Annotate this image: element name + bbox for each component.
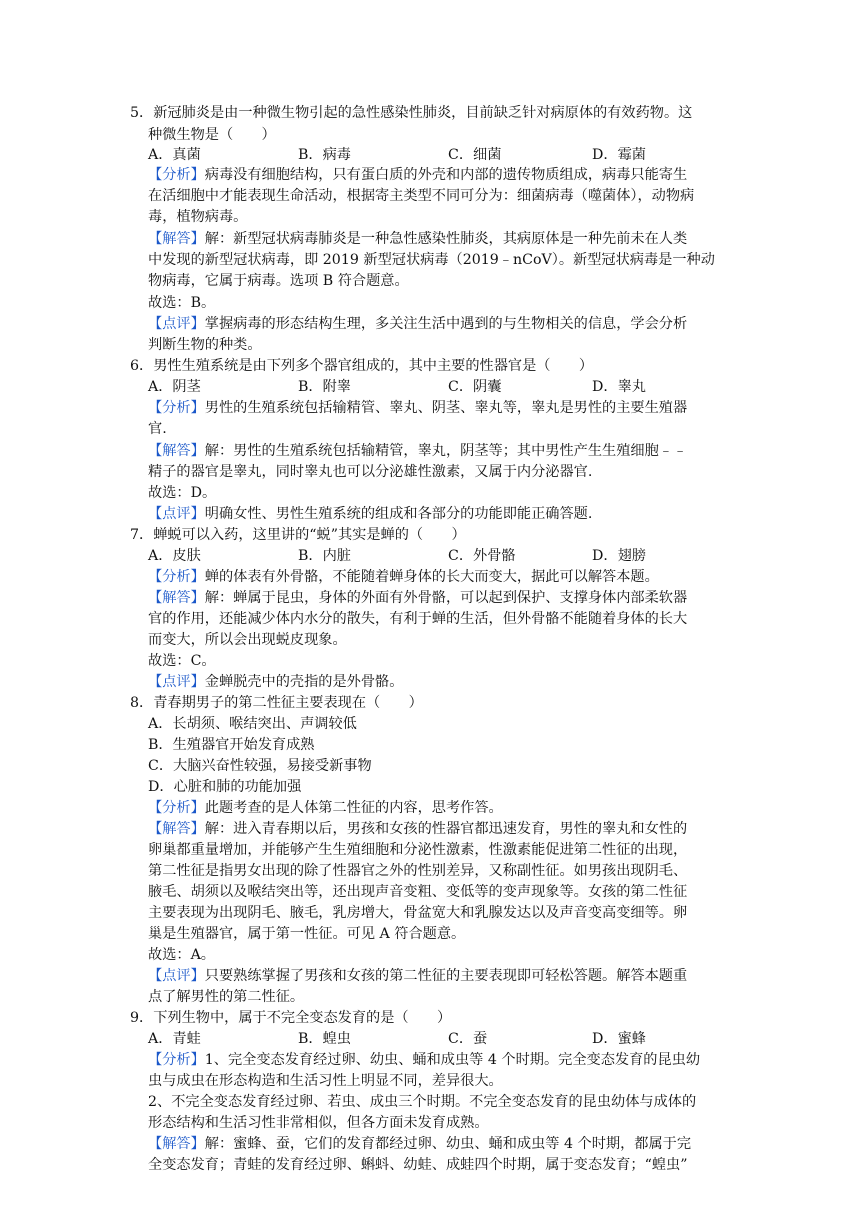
q5-answer-line-1: 【解答】解：新型冠状病毒肺炎是一种急性感染性肺炎，其病原体是一种先前未在人类 <box>148 231 688 247</box>
answer-tag: 【解答】 <box>148 1136 205 1152</box>
q8-option-c: C．大脑兴奋性较强，易接受新事物 <box>148 758 372 774</box>
q6-option-a: A．阴茎 <box>148 379 201 395</box>
q8-analysis-line-1: 【分析】此题考查的是人体第二性征的内容，思考作答。 <box>148 800 503 816</box>
q6-option-d: D．睾丸 <box>592 379 646 395</box>
q8-answer-line-3: 第二性征是指男女出现的除了性器官之外的性别差异，又称副性征。如男孩出现阴毛、 <box>148 863 688 879</box>
answer-tag: 【解答】 <box>148 231 205 247</box>
q5-analysis-line-2: 在活细胞中才能表现生命活动，根据寄主类型不同可分为：细菌病毒（噬菌体），动物病 <box>148 188 695 204</box>
answer-tag: 【解答】 <box>148 821 205 837</box>
question-7-stem: 7．蝉蜕可以入药，这里讲的“蜕”其实是蝉的（ ） <box>130 527 466 543</box>
q7-choice: 故选：C。 <box>148 653 216 669</box>
q6-analysis-line-1: 【分析】男性的生殖系统包括输精管、睾丸、阴茎、睾丸等，睾丸是男性的主要生殖器 <box>148 400 688 416</box>
q9-option-c: C．蚕 <box>448 1031 488 1047</box>
analysis-tag: 【分析】 <box>148 167 205 183</box>
q6-analysis-line-2: 官. <box>148 421 167 437</box>
comment-tag: 【点评】 <box>148 968 205 984</box>
q9-option-d: D．蜜蜂 <box>592 1031 646 1047</box>
q8-answer-line-2: 卵巢都重量增加，并能够产生生殖细胞和分泌性激素，性激素能促进第二性征的出现， <box>148 842 688 858</box>
question-8-stem: 8．青春期男子的第二性征主要表现在（ ） <box>130 695 423 711</box>
q8-answer-line-5: 主要表现为出现阴毛、腋毛，乳房增大，骨盆宽大和乳腺发达以及声音变高变细等。卵 <box>148 905 688 921</box>
q8-answer-line-1: 【解答】解：进入青春期以后，男孩和女孩的性器官都迅速发育，男性的睾丸和女性的 <box>148 821 688 837</box>
q8-answer-line-4: 腋毛、胡须以及喉结突出等，还出现声音变粗、变低等的变声现象等。女孩的第二性征 <box>148 884 688 900</box>
q9-option-b: B．蝗虫 <box>298 1031 351 1047</box>
analysis-tag: 【分析】 <box>148 569 205 585</box>
q9-option-a: A．青蛙 <box>148 1031 201 1047</box>
q6-choice: 故选：D。 <box>148 485 217 501</box>
question-5-stem-line-1: 5．新冠肺炎是由一种微生物引起的急性感染性肺炎，目前缺乏针对病原体的有效药物。这 <box>130 105 693 121</box>
q5-answer-line-2: 中发现的新型冠状病毒，即 2019 新型冠状病毒（2019﹣nCoV）。新型冠状病毒是一种动 <box>148 252 715 268</box>
q5-option-b: B．病毒 <box>298 147 351 163</box>
question-5-stem-line-2: 种微生物是（ ） <box>148 127 276 143</box>
q9-analysis-line-3: 2、不完全变态发育经过卵、若虫、成虫三个时期。不完全变态发育的昆虫幼体与成体的 <box>148 1094 697 1110</box>
analysis-tag: 【分析】 <box>148 1052 205 1068</box>
q5-choice: 故选：B。 <box>148 295 216 311</box>
q6-option-b: B．附睾 <box>298 379 351 395</box>
q5-answer-line-3: 物病毒，它属于病毒。选项 B 符合题意。 <box>148 273 409 289</box>
q7-comment-line-1: 【点评】金蝉脱壳中的壳指的是外骨骼。 <box>148 674 404 690</box>
q7-option-b: B．内脏 <box>298 548 351 564</box>
q6-answer-line-1: 【解答】解：男性的生殖系统包括输精管，睾丸，阴茎等；其中男性产生生殖细胞﹣﹣ <box>148 443 688 459</box>
q5-analysis-line-3: 毒，植物病毒。 <box>148 209 248 225</box>
q5-option-c: C．细菌 <box>448 147 502 163</box>
q7-option-d: D．翅膀 <box>592 548 646 564</box>
q8-option-a: A．长胡须、喉结突出、声调较低 <box>148 716 357 732</box>
q7-answer-line-3: 而变大，所以会出现蜕皮现象。 <box>148 632 347 648</box>
q5-comment-line-1: 【点评】掌握病毒的形态结构生理，多关注生活中遇到的与生物相关的信息，学会分析 <box>148 316 688 332</box>
q8-choice: 故选：A。 <box>148 947 215 963</box>
q8-answer-line-6: 巢是生殖器官，属于第一性征。可见 A 符合题意。 <box>148 926 466 942</box>
q9-analysis-line-2: 虫与成虫在形态构造和生活习性上明显不同，差异很大。 <box>148 1073 503 1089</box>
q8-option-b: B．生殖器官开始发育成熟 <box>148 737 315 753</box>
q6-option-c: C．阴囊 <box>448 379 502 395</box>
answer-tag: 【解答】 <box>148 590 205 606</box>
q9-analysis-line-4: 形态结构和生活习性非常相似，但各方面未发育成熟。 <box>148 1115 489 1131</box>
q8-comment-line-1: 【点评】只要熟练掌握了男孩和女孩的第二性征的主要表现即可轻松答题。解答本题重 <box>148 968 688 984</box>
q9-answer-line-2: 全变态发育；青蛙的发育经过卵、蝌蚪、幼蛙、成蛙四个时期，属于变态发育；“蝗虫” <box>148 1157 688 1173</box>
comment-tag: 【点评】 <box>148 506 205 522</box>
q7-analysis-line-1: 【分析】蝉的体表有外骨骼，不能随着蝉身体的长大而变大，据此可以解答本题。 <box>148 569 659 585</box>
q8-option-d: D．心脏和肺的功能加强 <box>148 779 302 795</box>
q7-answer-line-2: 官的作用，还能减少体内水分的散失，有利于蝉的生活，但外骨骼不能随着身体的长大 <box>148 611 688 627</box>
q7-answer-line-1: 【解答】解：蝉属于昆虫，身体的外面有外骨骼，可以起到保护、支撑身体内部柔软器 <box>148 590 688 606</box>
q7-option-a: A．皮肤 <box>148 548 201 564</box>
question-6-stem: 6．男性生殖系统是由下列多个器官组成的，其中主要的性器官是（ ） <box>130 358 594 374</box>
q9-answer-line-1: 【解答】解：蜜蜂、蚕，它们的发育都经过卵、幼虫、蛹和成虫等 4 个时期，都属于完 <box>148 1136 692 1152</box>
q5-option-a: A．真菌 <box>148 147 201 163</box>
q7-option-c: C．外骨骼 <box>448 548 516 564</box>
q5-comment-line-2: 判断生物的种类。 <box>148 337 262 353</box>
q9-analysis-line-1: 【分析】1、完全变态发育经过卵、幼虫、蛹和成虫等 4 个时期。完全变态发育的昆虫幼 <box>148 1052 701 1068</box>
question-9-stem: 9．下列生物中，属于不完全变态发育的是（ ） <box>130 1010 452 1026</box>
comment-tag: 【点评】 <box>148 316 205 332</box>
q6-comment-line-1: 【点评】明确女性、男性生殖系统的组成和各部分的功能即能正确答题. <box>148 506 593 522</box>
q5-analysis-line-1: 【分析】病毒没有细胞结构，只有蛋白质的外壳和内部的遗传物质组成，病毒只能寄生 <box>148 167 688 183</box>
q5-option-d: D．霉菌 <box>592 147 646 163</box>
q8-comment-line-2: 点了解男性的第二性征。 <box>148 989 305 1005</box>
q6-answer-line-2: 精子的器官是睾丸，同时睾丸也可以分泌雄性激素，又属于内分泌器官. <box>148 464 593 480</box>
analysis-tag: 【分析】 <box>148 800 205 816</box>
analysis-tag: 【分析】 <box>148 400 205 416</box>
comment-tag: 【点评】 <box>148 674 205 690</box>
answer-tag: 【解答】 <box>148 443 205 459</box>
